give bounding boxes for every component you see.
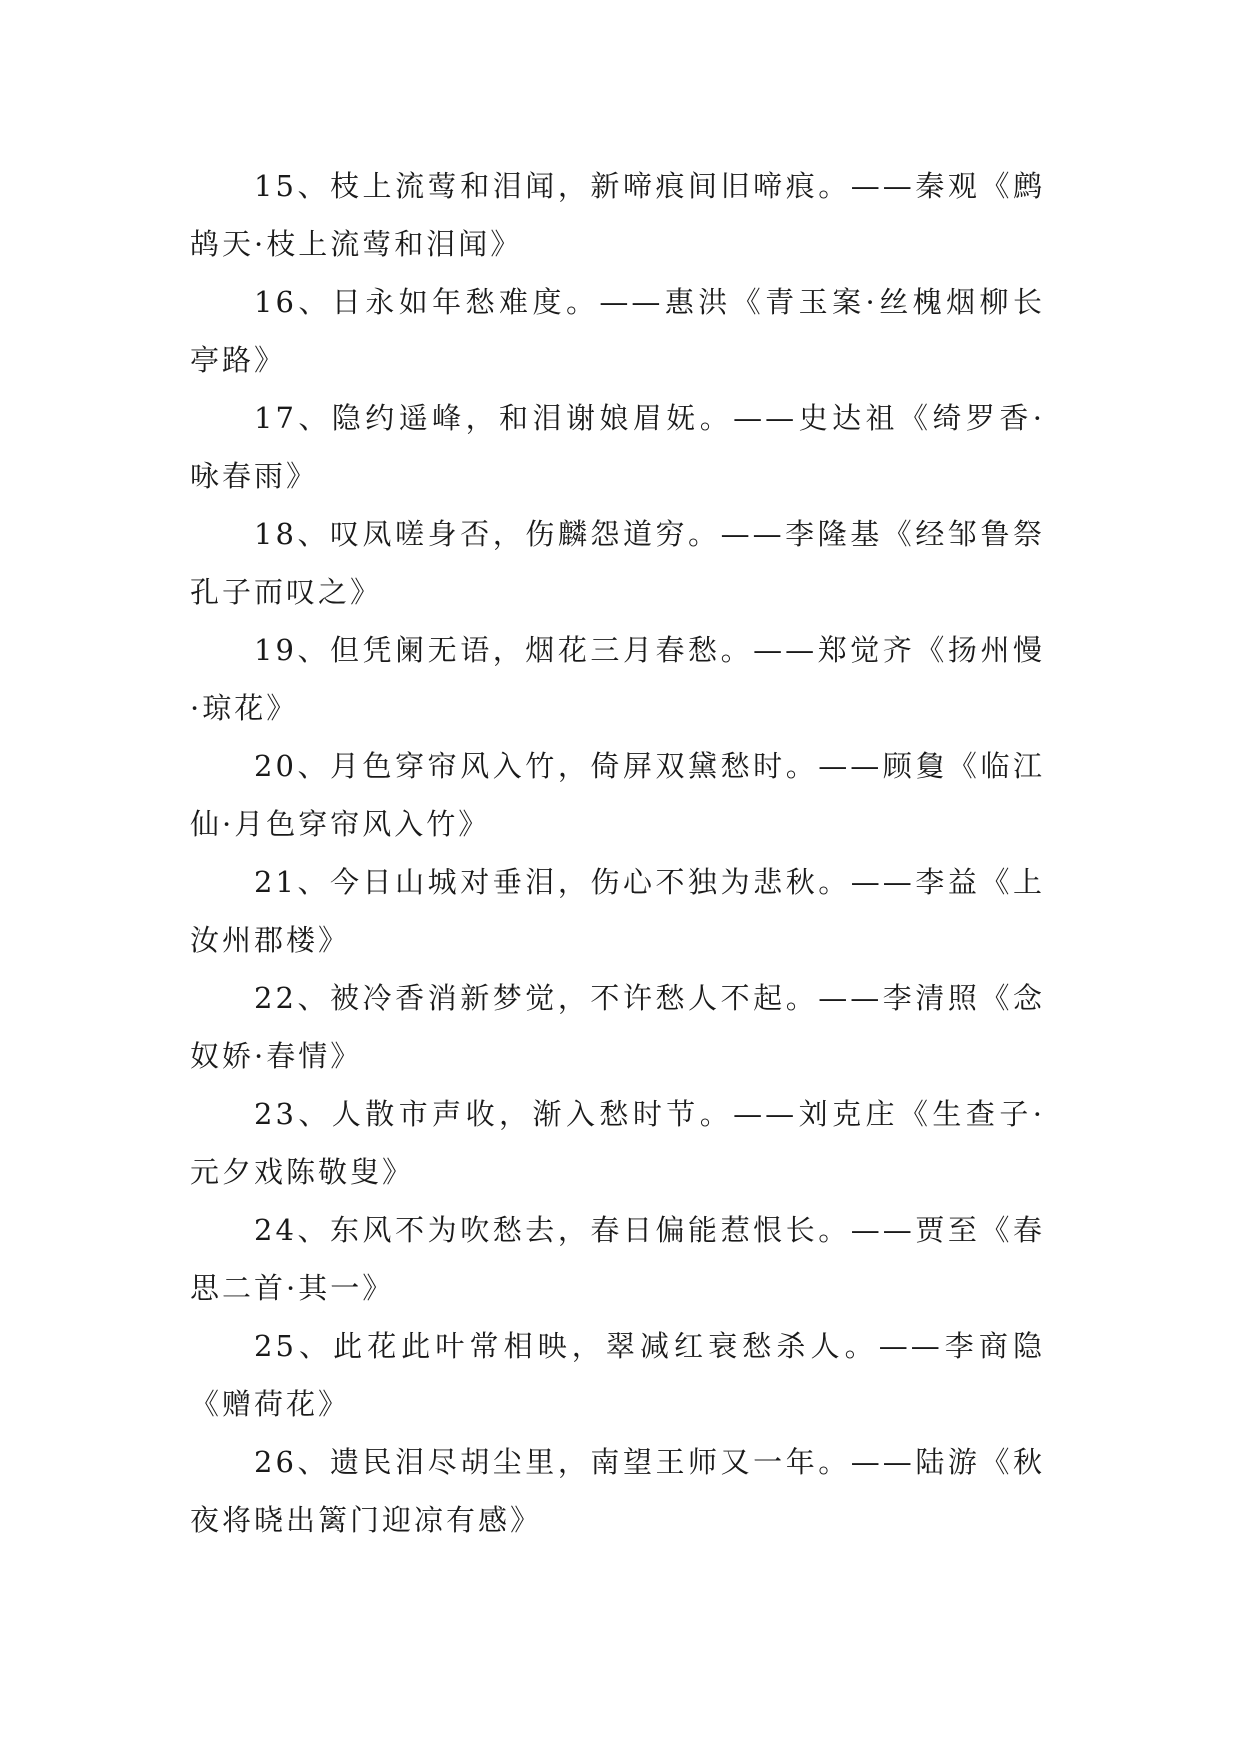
quote-entry-19: 19、但凭阑无语，烟花三月春愁。——郑觉齐《扬州慢·琼花》 [190,633,1045,725]
quote-entry-22: 22、被冷香消新梦觉，不许愁人不起。——李清照《念奴娇·春情》 [190,981,1045,1073]
quote-entry-20: 20、月色穿帘风入竹，倚屏双黛愁时。——顾敻《临江仙·月色穿帘风入竹》 [190,749,1045,841]
poem-quote-list [190,157,1045,1549]
quote-entry-23: 23、人散市声收，渐入愁时节。——刘克庄《生查子·元夕戏陈敬叟》 [190,1097,1045,1189]
quote-entry-17: 17、隐约遥峰，和泪谢娘眉妩。——史达祖《绮罗香·咏春雨》 [190,401,1045,493]
quote-entry-25: 25、此花此叶常相映，翠减红衰愁杀人。——李商隐《赠荷花》 [190,1329,1045,1421]
quote-entry-18: 18、叹凤嗟身否，伤麟怨道穷。——李隆基《经邹鲁祭孔子而叹之》 [190,517,1045,609]
quote-entry-24: 24、东风不为吹愁去，春日偏能惹恨长。——贾至《春思二首·其一》 [190,1213,1045,1305]
quote-entry-15: 15、枝上流莺和泪闻，新啼痕间旧啼痕。——秦观《鹧鸪天·枝上流莺和泪闻》 [190,169,1045,261]
quote-entry-21: 21、今日山城对垂泪，伤心不独为悲秋。——李益《上汝州郡楼》 [190,865,1045,957]
quote-entry-26: 26、遗民泪尽胡尘里，南望王师又一年。——陆游《秋夜将晓出篱门迎凉有感》 [190,1445,1045,1537]
quote-entry-16: 16、日永如年愁难度。——惠洪《青玉案·丝槐烟柳长亭路》 [190,285,1045,377]
